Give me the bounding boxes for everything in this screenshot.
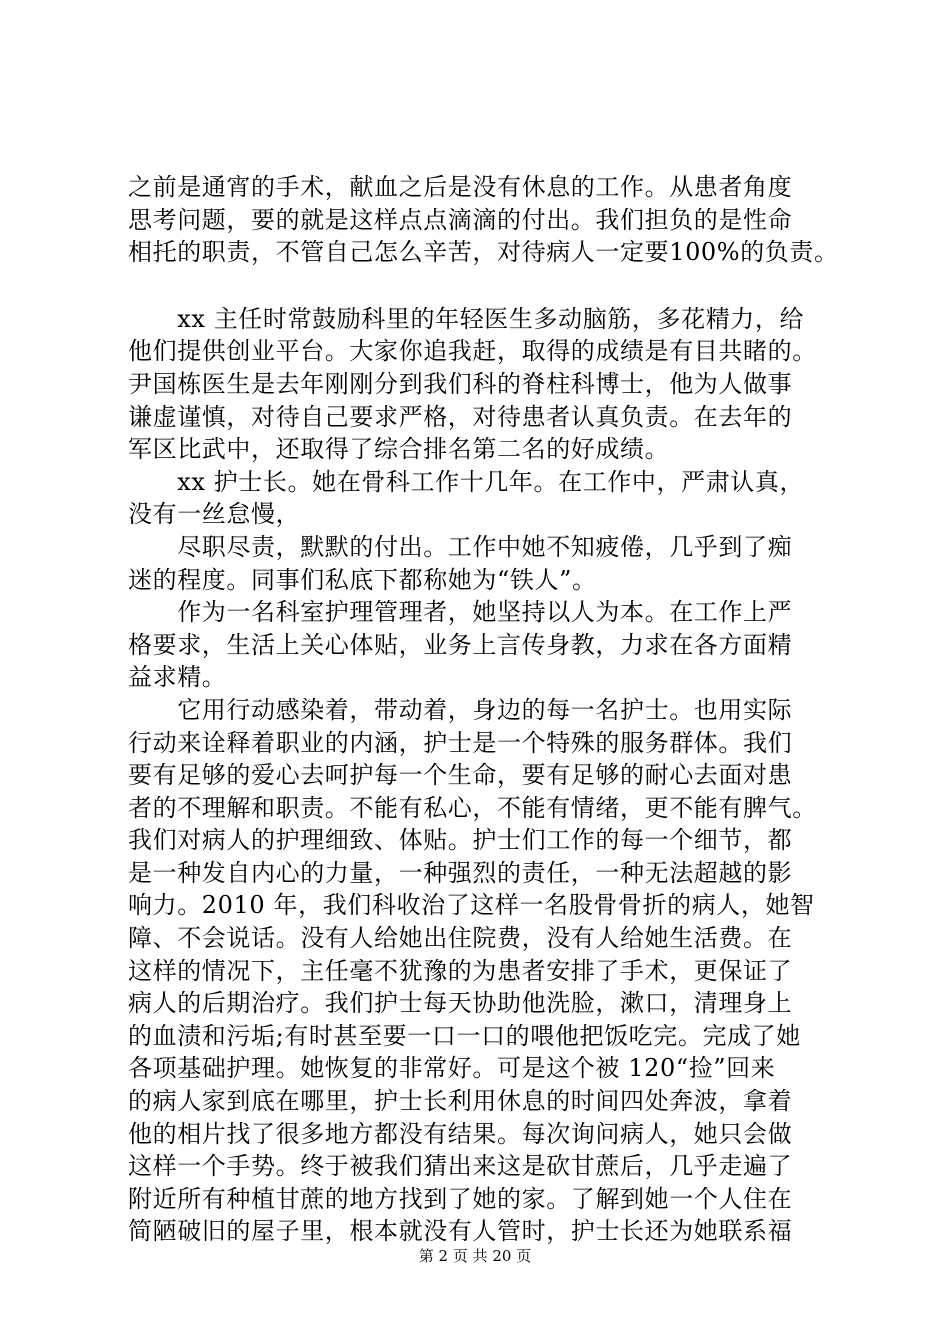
text-line: 的血渍和污垢;有时甚至要一口一口的喂他把饭吃完。完成了她 — [128, 1021, 801, 1050]
text-line: 的病人家到底在哪里，护士长利用休息的时间四处奔波，拿着 — [128, 1087, 793, 1116]
text-line: 他的相片找了很多地方都没有结果。每次询问病人，她只会做 — [128, 1119, 793, 1148]
text-line: 思考问题，要的就是这样点点滴滴的付出。我们担负的是性命 — [128, 205, 793, 234]
text-line: 者的不理解和职责。不能有私心，不能有情绪，更不能有脾气。 — [128, 793, 817, 822]
text-line: 障、不会说话。没有人给她出住院费，没有人给她生活费。在 — [128, 924, 793, 953]
text-line: 迷的程度。同事们私底下都称她为“铁人”。 — [128, 565, 597, 594]
text-line: 行动来诠释着职业的内涵，护士是一个特殊的服务群体。我们 — [128, 728, 793, 757]
text-line: 各项基础护理。她恢复的非常好。可是这个被 120“捡”回来 — [128, 1054, 776, 1083]
text-line: 尹国栋医生是去年刚刚分到我们科的脊柱科博士，他为人做事 — [128, 369, 793, 398]
text-line: xx 主任时常鼓励科里的年轻医生多动脑筋，多花精力，给 — [128, 304, 805, 333]
text-line: 病人的后期治疗。我们护士每天协助他洗脸，漱口，清理身上 — [128, 989, 793, 1018]
text-line: xx 护士长。她在骨科工作十几年。在工作中，严肃认真， — [128, 467, 805, 496]
text-line: 响力。2010 年，我们科收治了这样一名股骨骨折的病人，她智 — [128, 891, 815, 920]
text-line: 没有一丝怠慢， — [128, 500, 301, 529]
text-line: 益求精。 — [128, 663, 227, 692]
text-line: 军区比武中，还取得了综合排名第二名的好成绩。 — [128, 435, 670, 464]
text-line: 它用行动感染着，带动着，身边的每一名护士。也用实际 — [128, 695, 793, 724]
text-line: 这样的情况下，主任毫不犹豫的为患者安排了手术，更保证了 — [128, 956, 793, 985]
document-body — [128, 171, 848, 1248]
text-line: 之前是通宵的手术，献血之后是没有休息的工作。从患者角度 — [128, 173, 793, 201]
text-line: 格要求，生活上关心体贴，业务上言传身教，力求在各方面精 — [128, 630, 793, 659]
text-line: 这样一个手势。终于被我们猜出来这是砍甘蔗后，几乎走遍了 — [128, 1152, 793, 1181]
text-line: 简陋破旧的屋子里，根本就没有人管时，护士长还为她联系福 — [128, 1217, 793, 1246]
paragraph-gap — [128, 269, 848, 303]
page-number-footer: 第 2 页 共 20 页 — [418, 1247, 532, 1265]
text-line: 尽职尽责，默默的付出。工作中她不知疲倦，几乎到了痴 — [128, 532, 793, 561]
text-line: 是一种发自内心的力量，一种强烈的责任，一种无法超越的影 — [128, 858, 793, 887]
text-line: 要有足够的爱心去呵护每一个生命，要有足够的耐心去面对患 — [128, 761, 793, 790]
text-line: 相托的职责，不管自己怎么辛苦，对待病人一定要100%的负责。 — [128, 238, 839, 267]
text-line: 附近所有种植甘蔗的地方找到了她的家。了解到她一个人住在 — [128, 1184, 793, 1213]
text-line: 作为一名科室护理管理者，她坚持以人为本。在工作上严 — [128, 598, 793, 627]
text-line: 我们对病人的护理细致、体贴。护士们工作的每一个细节，都 — [128, 826, 793, 855]
text-line: 谦虚谨慎，对待自己要求严格，对待患者认真负责。在去年的 — [128, 402, 793, 431]
text-line: 他们提供创业平台。大家你追我赶，取得的成绩是有目共睹的。 — [128, 337, 817, 366]
